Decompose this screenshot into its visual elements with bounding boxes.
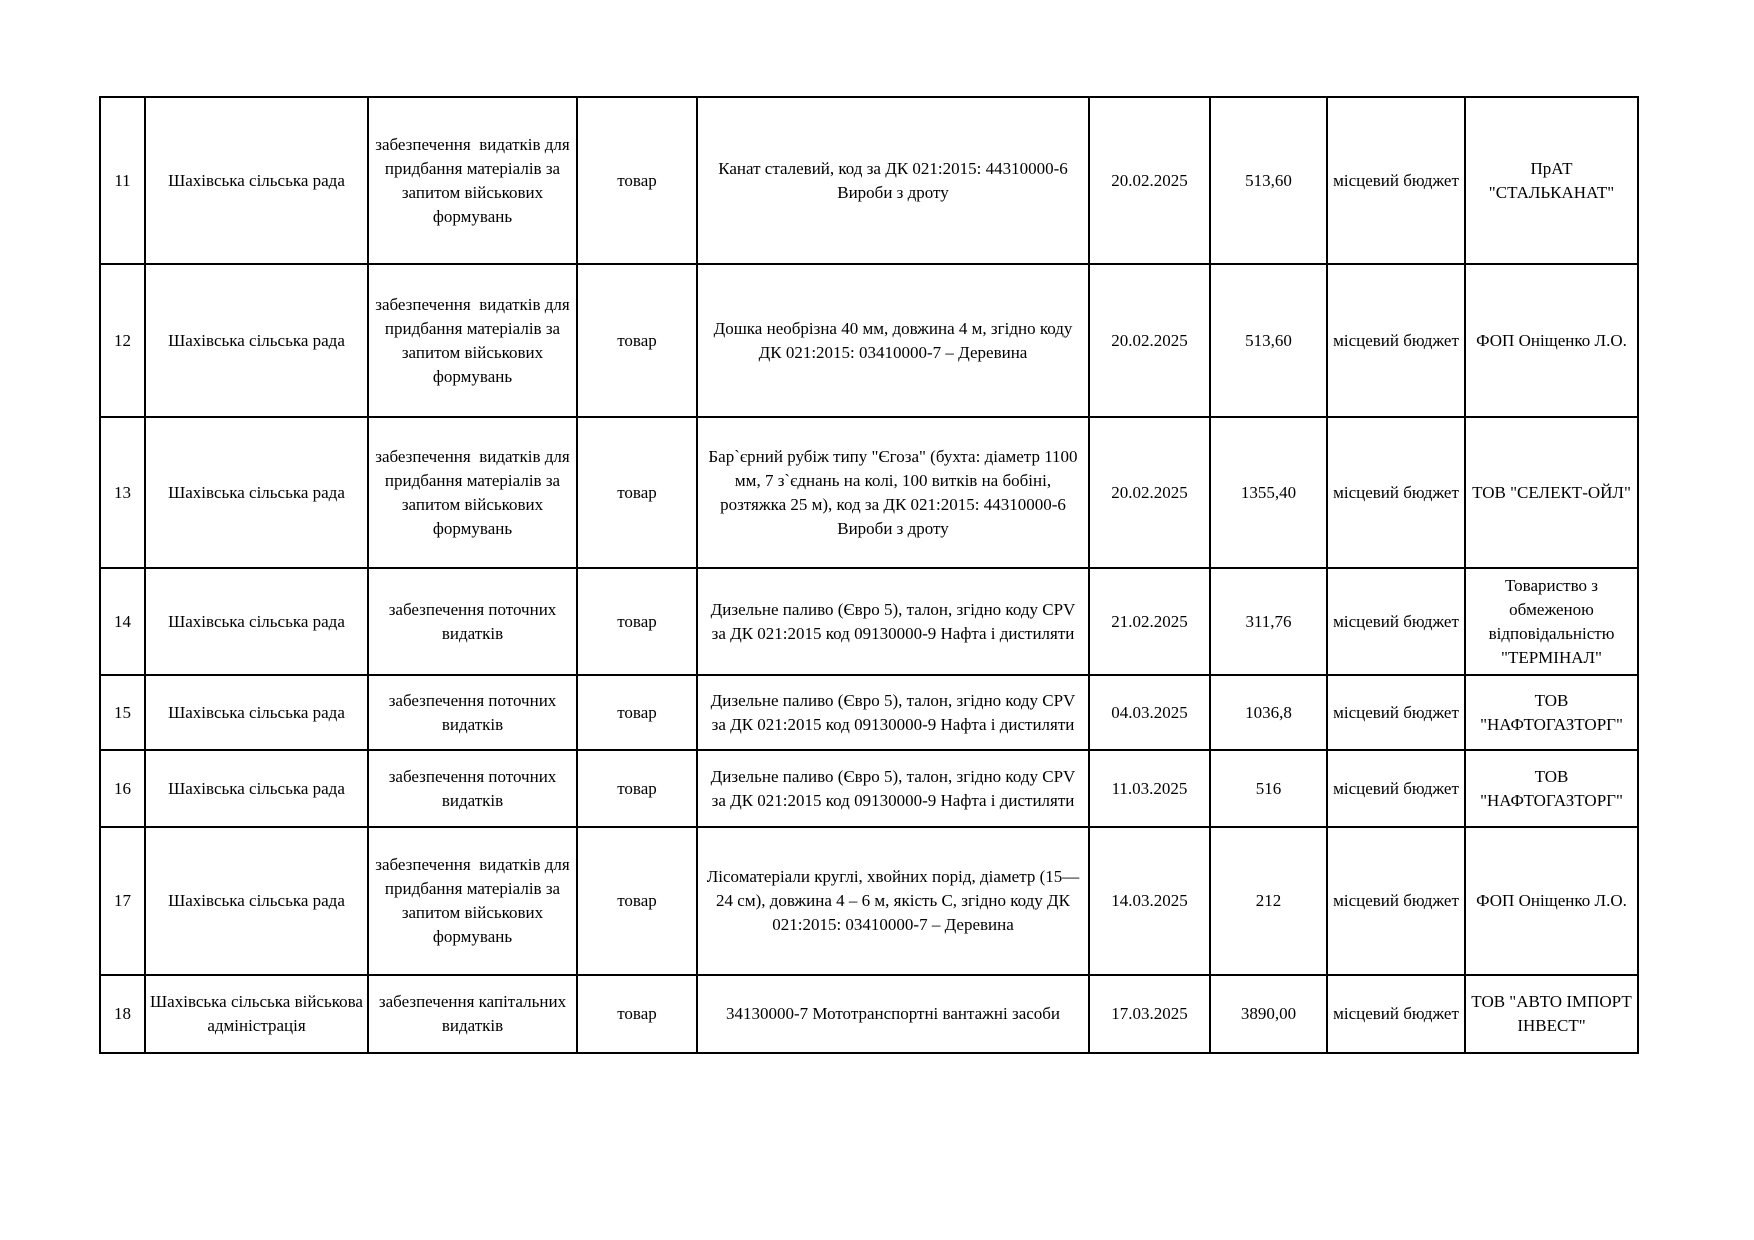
table-row	[100, 264, 1638, 417]
cell-type: товар	[577, 264, 697, 417]
cell-amount: 311,76	[1210, 568, 1327, 675]
cell-date: 20.02.2025	[1089, 264, 1210, 417]
cell-type: товар	[577, 975, 697, 1053]
cell-budget-source: місцевий бюджет	[1327, 568, 1465, 675]
cell-supplier: ТОВ "СЕЛЕКТ-ОЙЛ"	[1465, 417, 1638, 568]
procurement-table	[99, 96, 1639, 1054]
cell-amount: 516	[1210, 750, 1327, 827]
cell-date: 20.02.2025	[1089, 417, 1210, 568]
cell-date: 11.03.2025	[1089, 750, 1210, 827]
cell-purpose: забезпечення поточних видатків	[368, 750, 577, 827]
cell-type: товар	[577, 417, 697, 568]
cell-date: 21.02.2025	[1089, 568, 1210, 675]
cell-description: 34130000-7 Мототранспортні вантажні засоби	[697, 975, 1089, 1053]
cell-amount: 513,60	[1210, 264, 1327, 417]
table-row	[100, 750, 1638, 827]
cell-purpose: забезпечення видатків для придбання матеріалів за запитом військових формувань	[368, 827, 577, 975]
cell-supplier: ТОВ "АВТО ІМПОРТ ІНВЕСТ"	[1465, 975, 1638, 1053]
cell-description: Дизельне паливо (Євро 5), талон, згідно коду CPV за ДК 021:2015 код 09130000-9 Нафта і дистиляти	[697, 675, 1089, 750]
cell-organization: Шахівська сільська рада	[145, 568, 368, 675]
cell-budget-source: місцевий бюджет	[1327, 97, 1465, 264]
cell-amount: 513,60	[1210, 97, 1327, 264]
cell-row-number: 11	[100, 97, 145, 264]
cell-amount: 3890,00	[1210, 975, 1327, 1053]
cell-description: Канат сталевий, код за ДК 021:2015: 44310000-6 Вироби з дроту	[697, 97, 1089, 264]
cell-budget-source: місцевий бюджет	[1327, 675, 1465, 750]
cell-supplier: ФОП Оніщенко Л.О.	[1465, 827, 1638, 975]
cell-organization: Шахівська сільська рада	[145, 675, 368, 750]
cell-purpose: забезпечення поточних видатків	[368, 675, 577, 750]
cell-purpose: забезпечення капітальних видатків	[368, 975, 577, 1053]
cell-type: товар	[577, 827, 697, 975]
cell-purpose: забезпечення поточних видатків	[368, 568, 577, 675]
table-row	[100, 827, 1638, 975]
cell-organization: Шахівська сільська рада	[145, 827, 368, 975]
cell-organization: Шахівська сільська рада	[145, 264, 368, 417]
cell-budget-source: місцевий бюджет	[1327, 827, 1465, 975]
cell-budget-source: місцевий бюджет	[1327, 417, 1465, 568]
cell-date: 17.03.2025	[1089, 975, 1210, 1053]
cell-description: Лісоматеріали круглі, хвойних порід, діаметр (15—24 см), довжина 4 – 6 м, якість С, згідно коду ДК 021:2015: 03410000-7 – Деревина	[697, 827, 1089, 975]
cell-row-number: 17	[100, 827, 145, 975]
cell-row-number: 12	[100, 264, 145, 417]
cell-date: 04.03.2025	[1089, 675, 1210, 750]
cell-budget-source: місцевий бюджет	[1327, 750, 1465, 827]
cell-row-number: 16	[100, 750, 145, 827]
cell-organization: Шахівська сільська рада	[145, 97, 368, 264]
cell-supplier: ПрАТ "СТАЛЬКАНАТ"	[1465, 97, 1638, 264]
cell-type: товар	[577, 97, 697, 264]
cell-description: Дизельне паливо (Євро 5), талон, згідно коду CPV за ДК 021:2015 код 09130000-9 Нафта і дистиляти	[697, 568, 1089, 675]
cell-organization: Шахівська сільська військова адміністрація	[145, 975, 368, 1053]
cell-organization: Шахівська сільська рада	[145, 417, 368, 568]
cell-amount: 1036,8	[1210, 675, 1327, 750]
cell-row-number: 18	[100, 975, 145, 1053]
cell-amount: 1355,40	[1210, 417, 1327, 568]
cell-type: товар	[577, 675, 697, 750]
cell-description: Дошка необрізна 40 мм, довжина 4 м, згідно коду ДК 021:2015: 03410000-7 – Деревина	[697, 264, 1089, 417]
cell-organization: Шахівська сільська рада	[145, 750, 368, 827]
cell-budget-source: місцевий бюджет	[1327, 975, 1465, 1053]
cell-supplier: ТОВ "НАФТОГАЗТОРГ"	[1465, 750, 1638, 827]
cell-supplier: Товариство з обмеженою відповідальністю "ТЕРМІНАЛ"	[1465, 568, 1638, 675]
table-row	[100, 417, 1638, 568]
cell-type: товар	[577, 568, 697, 675]
cell-row-number: 13	[100, 417, 145, 568]
cell-amount: 212	[1210, 827, 1327, 975]
table-row	[100, 97, 1638, 264]
cell-row-number: 15	[100, 675, 145, 750]
cell-type: товар	[577, 750, 697, 827]
cell-budget-source: місцевий бюджет	[1327, 264, 1465, 417]
cell-description: Дизельне паливо (Євро 5), талон, згідно коду CPV за ДК 021:2015 код 09130000-9 Нафта і дистиляти	[697, 750, 1089, 827]
cell-row-number: 14	[100, 568, 145, 675]
table-row	[100, 675, 1638, 750]
cell-date: 20.02.2025	[1089, 97, 1210, 264]
table-row	[100, 568, 1638, 675]
cell-purpose: забезпечення видатків для придбання матеріалів за запитом військових формувань	[368, 264, 577, 417]
cell-supplier: ТОВ "НАФТОГАЗТОРГ"	[1465, 675, 1638, 750]
cell-description: Бар`єрний рубіж типу "Єгоза" (бухта: діаметр 1100 мм, 7 з`єднань на колі, 100 витків на бобіні, розтяжка 25 м), код за ДК 021:2015: 44310000-6 Вироби з дроту	[697, 417, 1089, 568]
cell-purpose: забезпечення видатків для придбання матеріалів за запитом військових формувань	[368, 417, 577, 568]
cell-purpose: забезпечення видатків для придбання матеріалів за запитом військових формувань	[368, 97, 577, 264]
cell-supplier: ФОП Оніщенко Л.О.	[1465, 264, 1638, 417]
table-row	[100, 975, 1638, 1053]
cell-date: 14.03.2025	[1089, 827, 1210, 975]
